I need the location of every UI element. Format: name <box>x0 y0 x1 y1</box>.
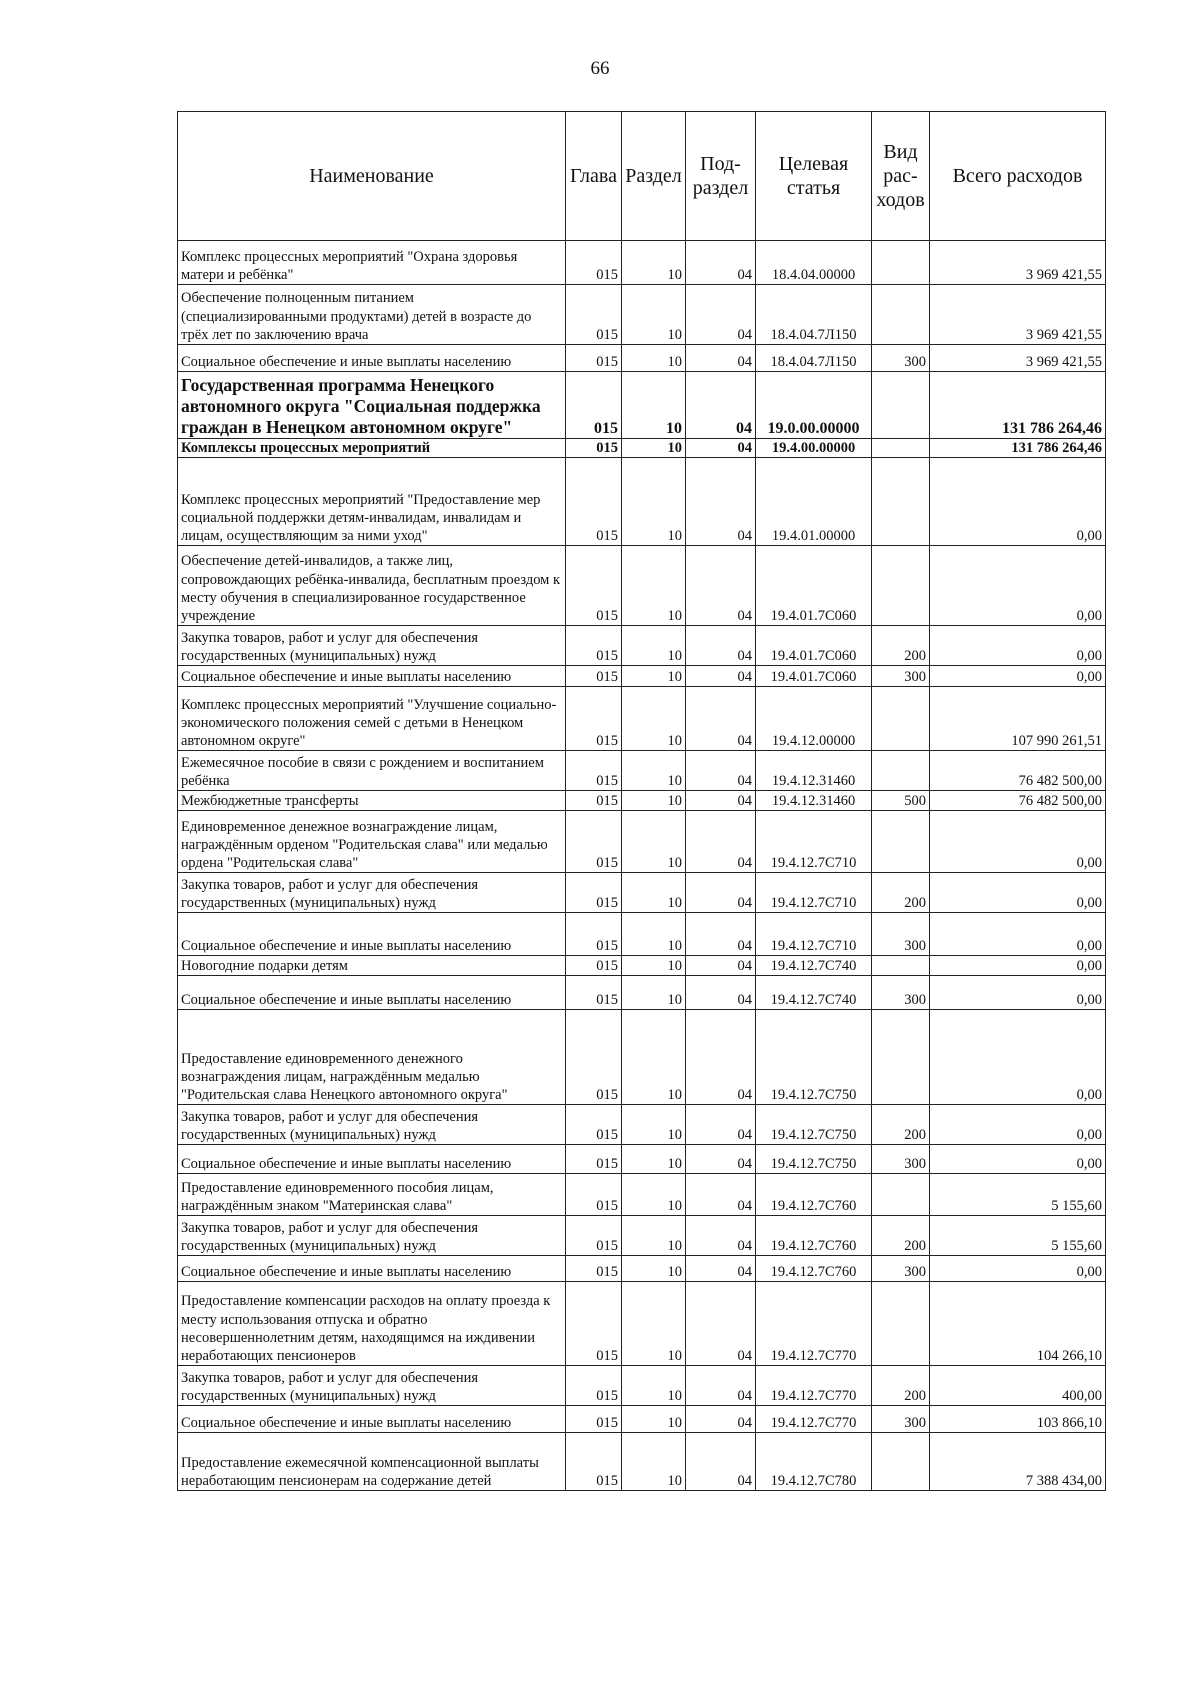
row-target-article: 19.4.12.00000 <box>756 687 872 751</box>
row-name: Межбюджетные трансферты <box>178 791 566 811</box>
row-name: Социальное обеспечение и иные выплаты населению <box>178 976 566 1010</box>
row-section: 10 <box>622 956 686 976</box>
row-total: 0,00 <box>930 626 1106 666</box>
row-expense-type <box>872 1174 930 1216</box>
row-chapter: 015 <box>566 1366 622 1406</box>
table-row <box>178 1174 1106 1216</box>
row-target-article: 19.4.00.00000 <box>756 439 872 458</box>
row-name: Новогодние подарки детям <box>178 956 566 976</box>
header-expense-type: Вид рас- ходов <box>872 112 930 241</box>
row-chapter: 015 <box>566 751 622 791</box>
row-target-article: 19.4.12.7С740 <box>756 976 872 1010</box>
row-section: 10 <box>622 1433 686 1491</box>
row-target-article: 19.4.12.7С760 <box>756 1216 872 1256</box>
row-name: Закупка товаров, работ и услуг для обеспечения государственных (муниципальных) нужд <box>178 1216 566 1256</box>
row-section: 10 <box>622 976 686 1010</box>
row-chapter: 015 <box>566 1433 622 1491</box>
row-expense-type <box>872 1282 930 1366</box>
row-subsection: 04 <box>686 751 756 791</box>
row-chapter: 015 <box>566 458 622 546</box>
row-subsection: 04 <box>686 241 756 285</box>
table-row <box>178 458 1106 546</box>
table-row <box>178 811 1106 873</box>
table-row <box>178 1433 1106 1491</box>
table-row <box>178 751 1106 791</box>
row-total: 0,00 <box>930 873 1106 913</box>
row-target-article: 19.0.00.00000 <box>756 372 872 439</box>
row-chapter: 015 <box>566 1216 622 1256</box>
header-total: Всего расходов <box>930 112 1106 241</box>
row-target-article: 19.4.12.7С780 <box>756 1433 872 1491</box>
row-subsection: 04 <box>686 956 756 976</box>
row-expense-type <box>872 458 930 546</box>
row-chapter: 015 <box>566 1282 622 1366</box>
row-chapter: 015 <box>566 1256 622 1282</box>
row-target-article: 19.4.12.7С760 <box>756 1256 872 1282</box>
row-name: Ежемесячное пособие в связи с рождением и воспитанием ребёнка <box>178 751 566 791</box>
row-expense-type: 200 <box>872 626 930 666</box>
row-expense-type: 300 <box>872 1256 930 1282</box>
row-section: 10 <box>622 666 686 687</box>
row-subsection: 04 <box>686 666 756 687</box>
row-target-article: 19.4.01.7С060 <box>756 666 872 687</box>
row-section: 10 <box>622 1282 686 1366</box>
row-subsection: 04 <box>686 1216 756 1256</box>
row-expense-type: 300 <box>872 976 930 1010</box>
row-expense-type: 300 <box>872 1406 930 1433</box>
row-section: 10 <box>622 1105 686 1145</box>
row-target-article: 19.4.12.7С770 <box>756 1282 872 1366</box>
table-row <box>178 976 1106 1010</box>
table-row <box>178 1406 1106 1433</box>
row-expense-type: 300 <box>872 913 930 956</box>
row-total: 0,00 <box>930 458 1106 546</box>
row-chapter: 015 <box>566 372 622 439</box>
row-expense-type: 300 <box>872 666 930 687</box>
row-total: 400,00 <box>930 1366 1106 1406</box>
row-expense-type <box>872 687 930 751</box>
row-chapter: 015 <box>566 976 622 1010</box>
row-expense-type <box>872 372 930 439</box>
row-total: 0,00 <box>930 1256 1106 1282</box>
row-target-article: 18.4.04.7Л150 <box>756 285 872 345</box>
row-target-article: 19.4.12.7С740 <box>756 956 872 976</box>
row-expense-type: 500 <box>872 791 930 811</box>
page-number: 66 <box>590 58 610 79</box>
table-header-row <box>178 112 1106 241</box>
row-total: 3 969 421,55 <box>930 241 1106 285</box>
table-row <box>178 1366 1106 1406</box>
row-total: 103 866,10 <box>930 1406 1106 1433</box>
row-name: Социальное обеспечение и иные выплаты населению <box>178 913 566 956</box>
table-row <box>178 687 1106 751</box>
row-expense-type <box>872 1010 930 1105</box>
row-section: 10 <box>622 1406 686 1433</box>
row-subsection: 04 <box>686 1145 756 1174</box>
row-total: 0,00 <box>930 913 1106 956</box>
row-total: 131 786 264,46 <box>930 439 1106 458</box>
row-subsection: 04 <box>686 791 756 811</box>
row-chapter: 015 <box>566 1174 622 1216</box>
table-row <box>178 1105 1106 1145</box>
row-chapter: 015 <box>566 666 622 687</box>
header-chapter: Глава <box>566 112 622 241</box>
row-name: Предоставление единовременного пособия лицам, награждённым знаком "Материнская слава" <box>178 1174 566 1216</box>
row-expense-type: 300 <box>872 345 930 372</box>
row-target-article: 19.4.01.00000 <box>756 458 872 546</box>
row-section: 10 <box>622 626 686 666</box>
row-name: Социальное обеспечение и иные выплаты населению <box>178 1406 566 1433</box>
row-target-article: 19.4.01.7С060 <box>756 546 872 626</box>
row-target-article: 19.4.12.7С750 <box>756 1010 872 1105</box>
row-name: Социальное обеспечение и иные выплаты населению <box>178 1256 566 1282</box>
row-chapter: 015 <box>566 241 622 285</box>
row-total: 76 482 500,00 <box>930 791 1106 811</box>
row-section: 10 <box>622 913 686 956</box>
row-target-article: 19.4.12.7С710 <box>756 913 872 956</box>
row-name: Государственная программа Ненецкого автономного округа "Социальная поддержка граждан в Ненецком автономном округе" <box>178 372 566 439</box>
row-chapter: 015 <box>566 345 622 372</box>
row-name: Обеспечение полноценным питанием (специализированными продуктами) детей в возрасте до трёх лет по заключению врача <box>178 285 566 345</box>
row-chapter: 015 <box>566 1105 622 1145</box>
row-subsection: 04 <box>686 1105 756 1145</box>
row-target-article: 19.4.12.31460 <box>756 791 872 811</box>
row-chapter: 015 <box>566 439 622 458</box>
row-subsection: 04 <box>686 1174 756 1216</box>
row-section: 10 <box>622 372 686 439</box>
row-section: 10 <box>622 811 686 873</box>
row-subsection: 04 <box>686 976 756 1010</box>
row-subsection: 04 <box>686 913 756 956</box>
table-row <box>178 956 1106 976</box>
row-section: 10 <box>622 687 686 751</box>
row-total: 0,00 <box>930 976 1106 1010</box>
row-total: 104 266,10 <box>930 1282 1106 1366</box>
row-expense-type <box>872 1433 930 1491</box>
table-row <box>178 439 1106 458</box>
row-target-article: 19.4.12.7С760 <box>756 1174 872 1216</box>
table-row <box>178 666 1106 687</box>
row-total: 0,00 <box>930 1145 1106 1174</box>
row-name: Социальное обеспечение и иные выплаты населению <box>178 666 566 687</box>
row-subsection: 04 <box>686 546 756 626</box>
row-name: Комплекс процессных мероприятий "Предоставление мер социальной поддержки детям-инвалидам, инвалидам и лицам, осуществляющим за ними уход" <box>178 458 566 546</box>
row-name: Закупка товаров, работ и услуг для обеспечения государственных (муниципальных) нужд <box>178 1105 566 1145</box>
row-total: 5 155,60 <box>930 1216 1106 1256</box>
table-row <box>178 1282 1106 1366</box>
row-chapter: 015 <box>566 1145 622 1174</box>
row-target-article: 19.4.12.7С710 <box>756 873 872 913</box>
row-target-article: 19.4.01.7С060 <box>756 626 872 666</box>
row-expense-type: 300 <box>872 1145 930 1174</box>
row-subsection: 04 <box>686 372 756 439</box>
row-name: Комплекс процессных мероприятий "Улучшение социально-экономического положения семей с детьми в Ненецком автономном округе" <box>178 687 566 751</box>
row-chapter: 015 <box>566 913 622 956</box>
row-expense-type: 200 <box>872 1366 930 1406</box>
row-subsection: 04 <box>686 1366 756 1406</box>
header-subsection: Под- раздел <box>686 112 756 241</box>
row-section: 10 <box>622 1010 686 1105</box>
row-section: 10 <box>622 546 686 626</box>
table-row <box>178 372 1106 439</box>
row-subsection: 04 <box>686 626 756 666</box>
row-subsection: 04 <box>686 687 756 751</box>
row-subsection: 04 <box>686 873 756 913</box>
row-target-article: 19.4.12.7С750 <box>756 1145 872 1174</box>
row-chapter: 015 <box>566 687 622 751</box>
row-section: 10 <box>622 873 686 913</box>
table-row <box>178 873 1106 913</box>
row-section: 10 <box>622 241 686 285</box>
row-chapter: 015 <box>566 1406 622 1433</box>
row-total: 0,00 <box>930 956 1106 976</box>
row-total: 3 969 421,55 <box>930 345 1106 372</box>
row-total: 0,00 <box>930 1105 1106 1145</box>
table-row <box>178 241 1106 285</box>
table-row <box>178 1145 1106 1174</box>
row-section: 10 <box>622 1366 686 1406</box>
row-subsection: 04 <box>686 1010 756 1105</box>
row-target-article: 19.4.12.31460 <box>756 751 872 791</box>
row-name: Предоставление единовременного денежного вознаграждения лицам, награждённым медалью "Родительская слава Ненецкого автономного округа" <box>178 1010 566 1105</box>
row-target-article: 19.4.12.7С770 <box>756 1366 872 1406</box>
row-subsection: 04 <box>686 458 756 546</box>
row-expense-type: 200 <box>872 1105 930 1145</box>
row-subsection: 04 <box>686 439 756 458</box>
row-section: 10 <box>622 458 686 546</box>
row-target-article: 18.4.04.00000 <box>756 241 872 285</box>
row-chapter: 015 <box>566 811 622 873</box>
row-target-article: 18.4.04.7Л150 <box>756 345 872 372</box>
table-row <box>178 913 1106 956</box>
row-expense-type <box>872 439 930 458</box>
row-name: Обеспечение детей-инвалидов, а также лиц, сопровождающих ребёнка-инвалида, бесплатным проездом к месту обучения в специализированное государственное учреждение <box>178 546 566 626</box>
row-chapter: 015 <box>566 1010 622 1105</box>
row-target-article: 19.4.12.7С710 <box>756 811 872 873</box>
row-subsection: 04 <box>686 1433 756 1491</box>
row-total: 0,00 <box>930 1010 1106 1105</box>
table-row <box>178 285 1106 345</box>
row-total: 0,00 <box>930 811 1106 873</box>
row-total: 3 969 421,55 <box>930 285 1106 345</box>
row-chapter: 015 <box>566 873 622 913</box>
table-row <box>178 791 1106 811</box>
row-section: 10 <box>622 345 686 372</box>
row-name: Предоставление ежемесячной компенсационной выплаты неработающим пенсионерам на содержание детей <box>178 1433 566 1491</box>
row-total: 131 786 264,46 <box>930 372 1106 439</box>
row-expense-type <box>872 751 930 791</box>
row-section: 10 <box>622 751 686 791</box>
row-total: 5 155,60 <box>930 1174 1106 1216</box>
row-total: 0,00 <box>930 546 1106 626</box>
row-expense-type <box>872 811 930 873</box>
row-total: 76 482 500,00 <box>930 751 1106 791</box>
row-name: Единовременное денежное вознаграждение лицам, награждённым орденом "Родительская слава" или медалью ордена "Родительская слава" <box>178 811 566 873</box>
row-subsection: 04 <box>686 811 756 873</box>
table-row <box>178 1010 1106 1105</box>
row-chapter: 015 <box>566 285 622 345</box>
header-target-article: Целевая статья <box>756 112 872 241</box>
table-row <box>178 345 1106 372</box>
table-row <box>178 1216 1106 1256</box>
row-expense-type: 200 <box>872 1216 930 1256</box>
row-total: 0,00 <box>930 666 1106 687</box>
row-section: 10 <box>622 1145 686 1174</box>
row-expense-type: 200 <box>872 873 930 913</box>
row-name: Закупка товаров, работ и услуг для обеспечения государственных (муниципальных) нужд <box>178 1366 566 1406</box>
table-row <box>178 626 1106 666</box>
row-total: 7 388 434,00 <box>930 1433 1106 1491</box>
table-row <box>178 1256 1106 1282</box>
row-target-article: 19.4.12.7С770 <box>756 1406 872 1433</box>
row-chapter: 015 <box>566 546 622 626</box>
row-section: 10 <box>622 285 686 345</box>
row-name: Закупка товаров, работ и услуг для обеспечения государственных (муниципальных) нужд <box>178 873 566 913</box>
row-section: 10 <box>622 1256 686 1282</box>
row-name: Предоставление компенсации расходов на оплату проезда к месту использования отпуска и обратно несовершеннолетним детям, находящимся на иждивении неработающих пенсионеров <box>178 1282 566 1366</box>
row-subsection: 04 <box>686 1282 756 1366</box>
row-expense-type <box>872 956 930 976</box>
row-expense-type <box>872 285 930 345</box>
row-chapter: 015 <box>566 791 622 811</box>
table-row <box>178 546 1106 626</box>
row-section: 10 <box>622 439 686 458</box>
header-name: Наименование <box>178 112 566 241</box>
row-chapter: 015 <box>566 956 622 976</box>
row-expense-type <box>872 546 930 626</box>
row-subsection: 04 <box>686 345 756 372</box>
row-subsection: 04 <box>686 285 756 345</box>
row-section: 10 <box>622 791 686 811</box>
row-subsection: 04 <box>686 1256 756 1282</box>
budget-table <box>177 111 1106 1491</box>
row-target-article: 19.4.12.7С750 <box>756 1105 872 1145</box>
row-name: Социальное обеспечение и иные выплаты населению <box>178 345 566 372</box>
row-name: Комплекс процессных мероприятий "Охрана здоровья матери и ребёнка" <box>178 241 566 285</box>
row-section: 10 <box>622 1174 686 1216</box>
row-subsection: 04 <box>686 1406 756 1433</box>
row-total: 107 990 261,51 <box>930 687 1106 751</box>
row-name: Комплексы процессных мероприятий <box>178 439 566 458</box>
header-section: Раздел <box>622 112 686 241</box>
row-section: 10 <box>622 1216 686 1256</box>
row-name: Закупка товаров, работ и услуг для обеспечения государственных (муниципальных) нужд <box>178 626 566 666</box>
row-expense-type <box>872 241 930 285</box>
row-chapter: 015 <box>566 626 622 666</box>
row-name: Социальное обеспечение и иные выплаты населению <box>178 1145 566 1174</box>
